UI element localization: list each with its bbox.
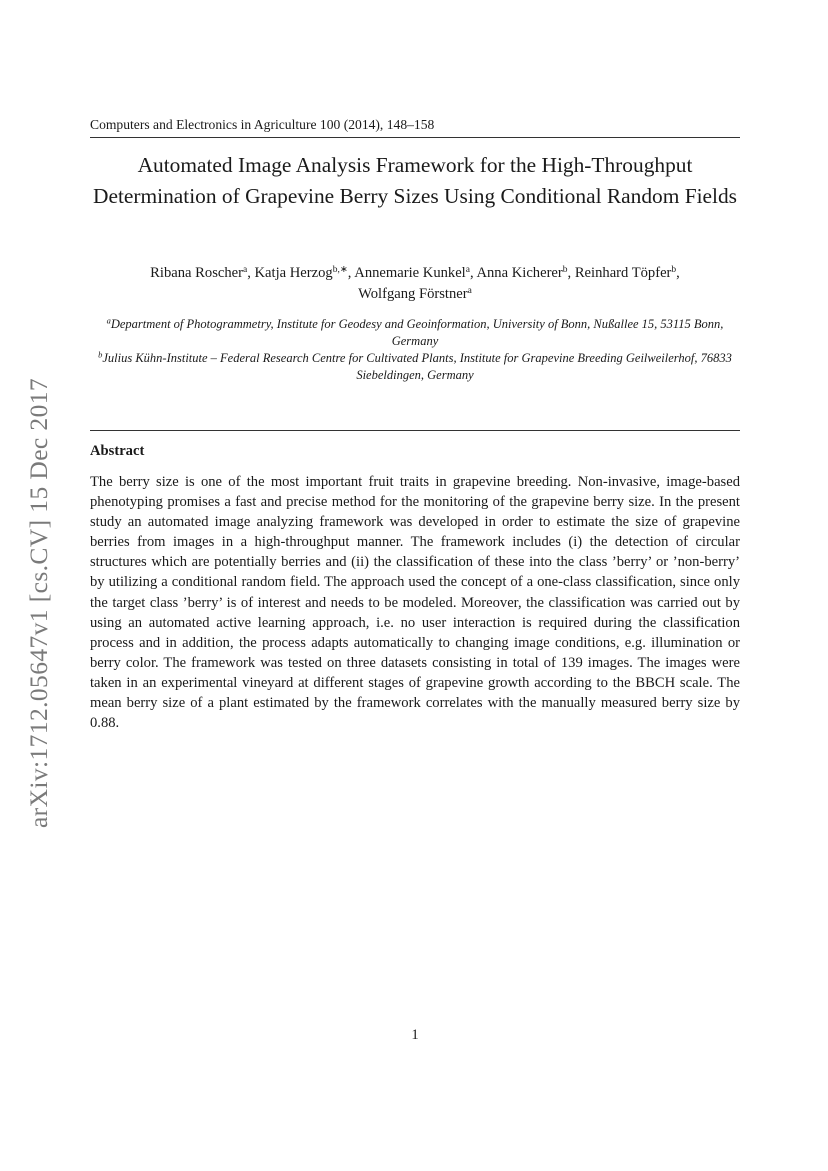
affiliation-text: Julius Kühn-Institute – Federal Research Centre for Cultivated Plants, Institute for Grapevine Breeding Geilweilerhof, 76833 Siebeldingen, Germany	[102, 351, 732, 382]
abstract-rule	[90, 430, 740, 431]
author-separator: ,	[567, 265, 575, 281]
author-name: Ribana Roscher	[150, 265, 243, 281]
abstract-body: The berry size is one of the most important fruit traits in grapevine breeding. Non-invasive, image-based phenotyping promises a fast and precise method for the monitoring of the grapevine berry size. In the present study an automated image analyzing framework was developed in order to estimate the size of grapevine berries from images in a high-throughput manner. The framework includes (i) the detection of circular structures which are potentially berries and (ii) the classification of these into the class ’berry’ or ’non-berry’ by utilizing a conditional random field. The approach used the concept of a one-class classification, since only the target class ’berry’ is of interest and needs to be modeled. Moreover, the classification was carried out by using an automated active learning approach, i.e. no user interaction is required during the classification process and in addition, the process adapts automatically to changing image conditions, e.g. illumination or berry color. The framework was tested on three datasets consisting in total of 139 images. The images were taken in an experimental vineyard at different stages of grapevine growth according to the BBCH scale. The mean berry size of a plant estimated by the framework correlates with the manually measured berry size by 0.88.	[90, 474, 740, 732]
author-affiliation-mark: a	[467, 285, 472, 296]
page-number: 1	[411, 1027, 419, 1043]
header-rule	[90, 137, 740, 138]
affiliation-text: Department of Photogrammetry, Institute for Geodesy and Geoinformation, University of Bonn, Nußallee 15, 53115 Bonn, Germany	[110, 317, 724, 348]
author-affiliation-mark: a	[242, 264, 248, 275]
author-affiliation-mark: a	[465, 264, 470, 275]
author-separator: ,	[247, 265, 255, 281]
affiliation-mark: b	[98, 349, 103, 360]
author-list	[90, 263, 740, 305]
affiliation-mark: a	[106, 315, 111, 326]
author-name: Anna Kicherer	[476, 265, 563, 281]
paper-title: Automated Image Analysis Framework for the High-Throughput Determination of Grapevine Berry Sizes Using Conditional Random Fields	[93, 153, 737, 208]
author-name: Katja Herzog	[254, 265, 333, 281]
author-separator: ,	[469, 265, 477, 281]
abstract-heading: Abstract	[90, 443, 145, 459]
arxiv-identifier-stamp: arXiv:1712.05647v1 [cs.CV] 15 Dec 2017	[24, 377, 53, 829]
author-name: Reinhard Töpfer	[574, 265, 672, 281]
author-affiliation-mark: b,∗	[332, 264, 348, 275]
author-affiliation-mark: b	[562, 264, 568, 275]
author-separator: ,	[347, 265, 355, 281]
affiliation-b	[90, 350, 740, 384]
author-separator: ,	[676, 265, 680, 281]
affiliations	[90, 316, 740, 384]
author-name: Wolfgang Förstner	[358, 286, 468, 302]
affiliation-a	[90, 316, 740, 350]
author-affiliation-mark: b	[671, 264, 677, 275]
author-name: Annemarie Kunkel	[354, 265, 466, 281]
journal-reference: Computers and Electronics in Agriculture 100 (2014), 148–158	[90, 117, 435, 132]
